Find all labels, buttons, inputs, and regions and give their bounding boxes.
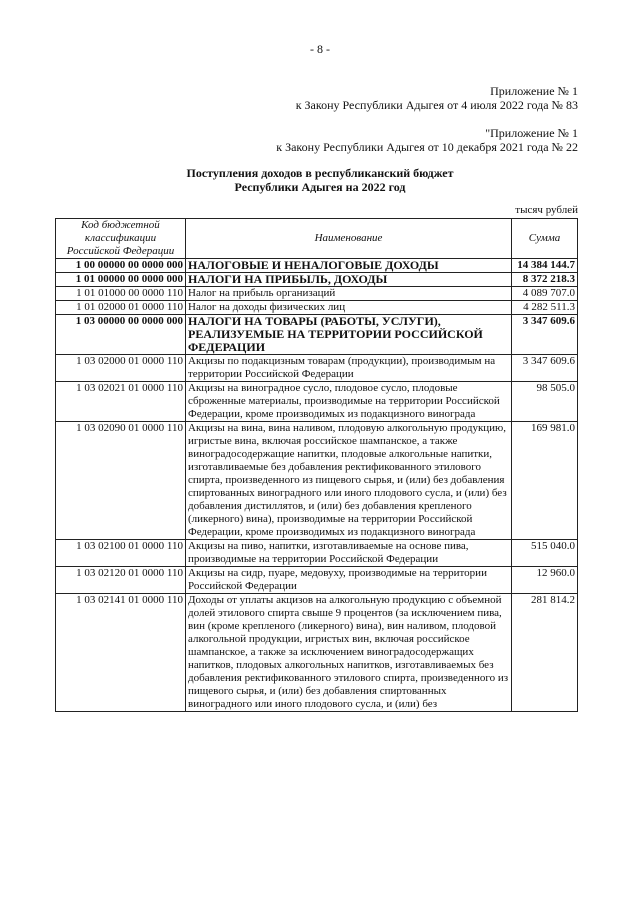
row-name: НАЛОГИ НА ТОВАРЫ (РАБОТЫ, УСЛУГИ), РЕАЛИЗУЕМЫЕ НА ТЕРРИТОРИИ РОССИЙСКОЙ ФЕДЕРАЦИИ: [186, 315, 512, 355]
row-code: 1 03 00000 00 0000 000: [56, 315, 186, 355]
header-code: Код бюджетной классификации Российской Федерации: [56, 219, 186, 259]
row-sum: 14 384 144.7: [512, 259, 578, 273]
table-row: [56, 540, 578, 567]
row-sum: 3 347 609.6: [512, 355, 578, 382]
row-code: 1 01 01000 00 0000 110: [56, 287, 186, 301]
row-name: Акцизы на пиво, напитки, изготавливаемые на основе пива, производимые на территории Российской Федерации: [186, 540, 512, 567]
appendix-label: "Приложение № 1: [485, 126, 578, 140]
appendix-law-reference: к Закону Республики Адыгея от 10 декабря 2021 года № 22: [276, 140, 578, 154]
document-title-line: Поступления доходов в республиканский бюджет: [186, 166, 454, 180]
table-row: [56, 259, 578, 273]
table-row: [56, 594, 578, 712]
row-sum: 4 089 707.0: [512, 287, 578, 301]
row-code: 1 03 02141 01 0000 110: [56, 594, 186, 712]
row-code: 1 00 00000 00 0000 000: [56, 259, 186, 273]
row-code: 1 03 02090 01 0000 110: [56, 422, 186, 540]
page-number: - 8 -: [310, 42, 330, 56]
row-name: Доходы от уплаты акцизов на алкогольную продукцию с объемной долей этилового спирта свыше 9 процентов (за исключением пива, вин (кроме крепленого (ликерного) вина), вин наливом, плодовой алкогольной продукции, игристых вин, включая российское шампанское, а также за исключением виноградосодержащих напитков, плодовых алкогольных напитков, изготавливаемых без добавления ректификованного этилового спирта, произведенного из пищевого сырья, и (или) без добавления спиртованных виноградного или иного плодового сусла, и (или) без: [186, 594, 512, 712]
appendix-header-current: [296, 84, 578, 112]
appendix-label: Приложение № 1: [490, 84, 578, 98]
row-sum: 12 960.0: [512, 567, 578, 594]
table-row: [56, 287, 578, 301]
table-row: [56, 567, 578, 594]
row-sum: 4 282 511.3: [512, 301, 578, 315]
units-label: тысяч рублей: [515, 204, 578, 216]
row-name: Налог на доходы физических лиц: [186, 301, 512, 315]
table-row: [56, 355, 578, 382]
appendix-header-original: [276, 126, 578, 154]
table-header-row: [56, 219, 578, 259]
row-code: 1 03 02100 01 0000 110: [56, 540, 186, 567]
revenue-table: [55, 218, 578, 712]
document-title-line: Республики Адыгея на 2022 год: [234, 180, 406, 194]
header-name: Наименование: [186, 219, 512, 259]
row-sum: 3 347 609.6: [512, 315, 578, 355]
header-sum: Сумма: [512, 219, 578, 259]
table-row: [56, 422, 578, 540]
table-row: [56, 273, 578, 287]
row-code: 1 01 02000 01 0000 110: [56, 301, 186, 315]
row-name: НАЛОГОВЫЕ И НЕНАЛОГОВЫЕ ДОХОДЫ: [186, 259, 512, 273]
row-sum: 281 814.2: [512, 594, 578, 712]
row-code: 1 03 02000 01 0000 110: [56, 355, 186, 382]
row-sum: 169 981.0: [512, 422, 578, 540]
table-row: [56, 301, 578, 315]
table-row: [56, 315, 578, 355]
row-name: Акцизы на сидр, пуаре, медовуху, производимые на территории Российской Федерации: [186, 567, 512, 594]
row-name: НАЛОГИ НА ПРИБЫЛЬ, ДОХОДЫ: [186, 273, 512, 287]
row-sum: 515 040.0: [512, 540, 578, 567]
row-code: 1 03 02120 01 0000 110: [56, 567, 186, 594]
row-code: 1 03 02021 01 0000 110: [56, 382, 186, 422]
row-name: Акцизы на вина, вина наливом, плодовую алкогольную продукцию, игристые вина, включая российское шампанское, а также виноградосодержащие напитки, плодовые алкогольные напитки, изготавливаемые без добавления ректификованного этилового спирта, произведенного из пищевого сырья, и (или) без добавления спиртованных виноградного или иного плодового сусла, и (или) без добавления дистиллятов, и (или) без добавления крепленого (ликерного) вина), производимые на территории Российской Федерации, кроме производимых из подакцизного винограда: [186, 422, 512, 540]
document-title: [0, 166, 640, 194]
appendix-law-reference: к Закону Республики Адыгея от 4 июля 2022 года № 83: [295, 98, 578, 112]
row-name: Акцизы по подакцизным товарам (продукции), производимым на территории Российской Федерации: [186, 355, 512, 382]
row-code: 1 01 00000 00 0000 000: [56, 273, 186, 287]
row-sum: 98 505.0: [512, 382, 578, 422]
row-name: Налог на прибыль организаций: [186, 287, 512, 301]
table-row: [56, 382, 578, 422]
row-name: Акцизы на виноградное сусло, плодовое сусло, плодовые сброженные материалы, производимые на территории Российской Федерации, кроме производимых из подакцизного винограда: [186, 382, 512, 422]
row-sum: 8 372 218.3: [512, 273, 578, 287]
